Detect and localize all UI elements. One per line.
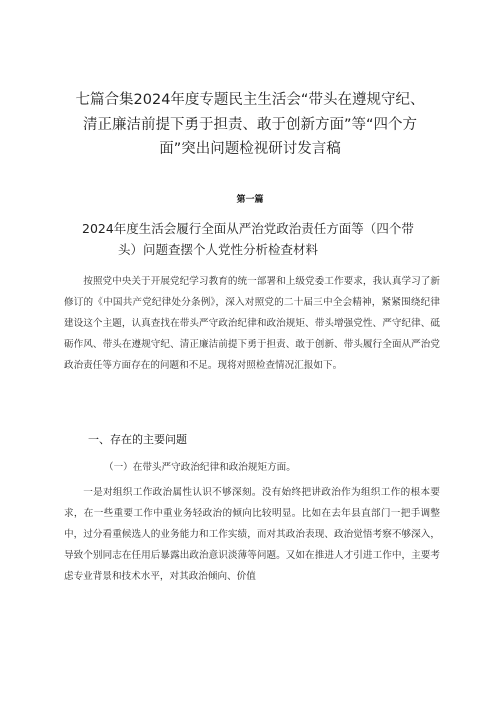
title-line: 七篇合集2024年度专题民主生活会“带头在遵规守纪、: [75, 92, 425, 108]
heading-level-2: （一）在带头严守政治纪律和政治规矩方面。: [104, 462, 296, 473]
heading-level-1: 一、存在的主要问题: [88, 433, 187, 446]
title-line: 清正廉洁前提下勇于担责、敢于创新方面”等“四个方: [82, 116, 418, 133]
subtitle-line: 2024年度生活会履行全面从严治党政治责任方面等（四个带: [82, 221, 414, 236]
subtitle-line: 头）问题查摆个人党性分析检查材料: [118, 242, 319, 257]
section-label: 第一篇: [236, 195, 264, 205]
document-subtitle: [82, 218, 428, 260]
intro-paragraph: 按照党中央关于开展党纪学习教育的统一部署和上级党委工作要求，我认真学习了新修订的《中国共产党纪律处分条例》，深入对照党的二十届三中全会精神，紧紧围绕纪律建设这个主题，认真查找在带头严守政治纪律和政治规矩、带头增强党性、严守纪律、砥砺作风、带头在遵规守纪、清正廉洁前提下勇于担责、敢于创新、带头履行全面从严治党政治责任等方面存在的问题和不足。现将对照检查情况汇报如下。: [64, 276, 440, 371]
title-line: 面”突出问题检视研讨发言稿: [159, 141, 341, 157]
document-title: [72, 88, 428, 162]
body-paragraph: 一是对组织工作政治属性认识不够深刻。没有始终把讲政治作为组织工作的根本要求，在一些重要工作中重业务轻政治的倾向比较明显。比如在去年县直部门一把手调整中，过分看重候选人的业务能力和工作实绩，而对其政治表现、政治觉悟考察不够深入，导致个别同志在任用后暴露出政治意识淡薄等问题。又如在推进人才引进工作中，主要考虑专业背景和技术水平，对其政治倾向、价值: [64, 487, 440, 582]
